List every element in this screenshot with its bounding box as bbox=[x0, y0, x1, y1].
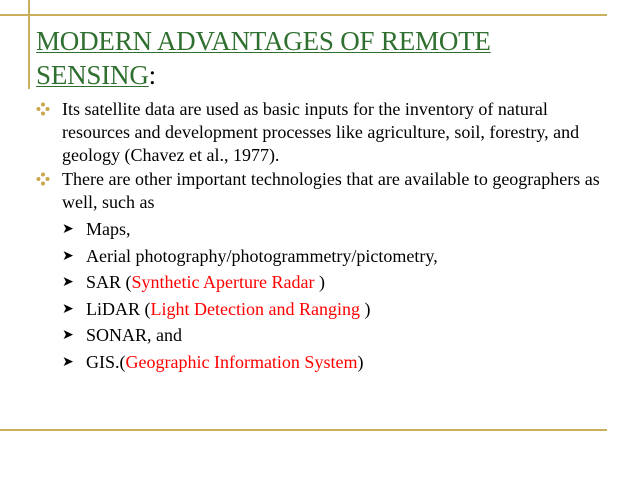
sub-item-highlight: Synthetic Aperture Radar bbox=[131, 272, 319, 292]
slide-title-text: MODERN ADVANTAGES OF REMOTE SENSING bbox=[36, 26, 491, 90]
sub-item-prefix: GIS.( bbox=[86, 351, 126, 372]
diamond-dots-icon bbox=[36, 172, 50, 186]
sub-bullet-sar bbox=[62, 269, 606, 296]
bullet-item-1 bbox=[36, 98, 606, 167]
sub-item-suffix: ) bbox=[357, 351, 364, 372]
sub-item-prefix: SAR ( bbox=[86, 272, 132, 292]
sub-bullet-lidar bbox=[62, 296, 606, 323]
arrowhead-icon: ➤ bbox=[62, 275, 74, 290]
sub-bullet-aerial-photography bbox=[62, 243, 606, 270]
sub-item-highlight: Light Detection and Ranging bbox=[150, 298, 365, 319]
sub-item-text: Maps, bbox=[86, 219, 131, 239]
sub-bullet-list bbox=[36, 216, 606, 375]
sub-item-text: SONAR, and bbox=[86, 325, 183, 345]
bullet-text-1: Its satellite data are used as basic inputs for the inventory of natural resources and development processes like agriculture, soil, forestry, and geology (Chavez et al., 1977). bbox=[62, 99, 580, 165]
slide-title bbox=[36, 24, 596, 92]
bottom-border-line bbox=[0, 429, 607, 431]
slide-title-colon: : bbox=[148, 60, 156, 90]
sub-bullet-sonar bbox=[62, 322, 606, 349]
top-border-line bbox=[0, 14, 607, 16]
sub-item-suffix: ) bbox=[318, 272, 325, 292]
arrowhead-icon: ➤ bbox=[62, 248, 74, 264]
slide-content bbox=[36, 98, 606, 375]
sub-bullet-maps bbox=[62, 216, 606, 243]
sub-item-highlight: Geographic Information System bbox=[125, 351, 358, 372]
sub-bullet-gis bbox=[62, 349, 606, 376]
arrowhead-icon: ➤ bbox=[62, 222, 74, 237]
bullet-text-2: There are other important technologies that are available to geographers as well, such as bbox=[62, 169, 600, 212]
arrowhead-icon: ➤ bbox=[62, 328, 74, 343]
sub-item-prefix: LiDAR ( bbox=[86, 298, 151, 319]
sub-item-text: Aerial photography/photogrammetry/pictometry, bbox=[86, 245, 438, 266]
bullet-item-2 bbox=[36, 168, 606, 214]
sub-item-suffix: ) bbox=[364, 298, 371, 319]
diamond-dots-icon bbox=[36, 102, 50, 116]
arrowhead-icon: ➤ bbox=[62, 354, 74, 370]
arrowhead-icon: ➤ bbox=[62, 301, 74, 317]
left-border-line bbox=[28, 0, 30, 89]
